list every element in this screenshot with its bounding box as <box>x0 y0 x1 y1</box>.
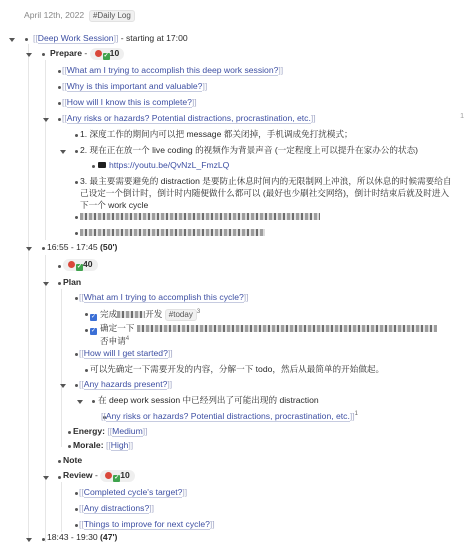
cycle-1-block[interactable] <box>47 242 117 253</box>
indent-guide <box>45 255 46 542</box>
indent-guide <box>45 60 46 240</box>
today-tag[interactable]: #today <box>165 309 197 321</box>
prepare-label: Prepare <box>50 48 83 58</box>
cycle-2-block[interactable] <box>47 532 117 543</box>
cycle-2-duration: (47') <box>100 532 118 542</box>
cycle-question-3[interactable]: [[Any hazards present?]] <box>79 379 173 389</box>
todo-item-1[interactable]: ✓ 完成 开发 #today $^3$ <box>90 308 201 320</box>
block-bullet[interactable] <box>58 460 61 463</box>
prepare-item-1[interactable]: 1. 深度工作的期间内可以把 message 都关闭掉，手机调成免打扰模式； <box>80 129 353 139</box>
plan-label[interactable]: Plan <box>63 277 82 287</box>
block-bullet[interactable] <box>75 150 78 153</box>
note-label[interactable]: Note <box>63 455 83 465</box>
block-bullet[interactable] <box>75 297 78 300</box>
block-bullet[interactable] <box>58 102 61 105</box>
block-bullet[interactable] <box>58 476 61 479</box>
block-bullet[interactable] <box>92 400 95 403</box>
redacted-text <box>137 325 437 332</box>
check-icon: ✓ <box>114 475 120 481</box>
indent-guide <box>28 44 29 542</box>
block-bullet[interactable] <box>58 265 61 268</box>
prepare-item-3-line-2[interactable]: 己设定一个倒计时，倒计时内随便做什么都可以 (最好也少刷社交网络)，倒计时结束后就及时进入 <box>80 188 450 198</box>
block-bullet[interactable] <box>58 70 61 73</box>
prepare-question-3[interactable]: [[How will I know this is complete?]] <box>62 97 197 107</box>
prepare-question-4[interactable]: [[Any risks or hazards? Potential distractions, procrastination, etc.]] <box>62 113 316 123</box>
collapse-arrow-icon[interactable] <box>43 476 49 480</box>
block-bullet[interactable] <box>75 181 78 184</box>
cycle-1-duration: (50') <box>100 242 118 252</box>
reference-count[interactable]: 3 <box>196 309 201 315</box>
pomodoro-badge[interactable]: ✓10 <box>90 48 125 60</box>
deep-work-session-ref[interactable]: Deep Work Session <box>37 33 114 43</box>
start-plan-text[interactable]: 可以先确定一下需要开发的内容，分解一下 todo，然后从最简单的开始做起。 <box>90 364 385 374</box>
morale-value[interactable]: High <box>110 440 129 450</box>
reference-count[interactable]: 1 <box>460 113 464 120</box>
energy-attribute[interactable]: Energy: [[Medium]] <box>73 426 148 436</box>
youtube-link-block[interactable] <box>98 160 229 171</box>
journal-header <box>24 10 135 22</box>
block-bullet[interactable] <box>42 53 45 56</box>
block-bullet[interactable] <box>85 313 88 316</box>
reference-count[interactable]: 1 <box>354 411 358 417</box>
block-bullet[interactable] <box>75 492 78 495</box>
review-question-1[interactable]: [[Completed cycle's target?]] <box>79 487 188 497</box>
tomato-icon <box>95 50 102 57</box>
deep-work-session-block[interactable]: [[Deep Work Session]] - starting at 17:00 <box>33 33 188 43</box>
block-bullet[interactable] <box>68 431 71 434</box>
prepare-item-2[interactable]: 2. 现在正在放一个 live coding 的视频作为背景声音 (一定程度上可以提升在家办公的状态) <box>80 145 419 155</box>
collapse-arrow-icon[interactable] <box>77 400 83 404</box>
collapse-arrow-icon[interactable] <box>43 118 49 122</box>
cycle-1-time: 16:55 - 17:45 <box>47 242 98 252</box>
collapse-arrow-icon[interactable] <box>26 247 32 251</box>
prepare-block[interactable]: Prepare - ✓10 <box>50 48 124 60</box>
redacted-text <box>80 227 265 238</box>
block-bullet[interactable] <box>75 134 78 137</box>
collapse-arrow-icon[interactable] <box>60 384 66 388</box>
hazard-embed-ref[interactable]: [[Any risks or hazards? Potential distractions, procrastination, etc.]]$^1$ <box>101 410 358 421</box>
session-start-text: - starting at 17:00 <box>120 33 188 43</box>
daily-log-tag[interactable]: #Daily Log <box>89 10 135 22</box>
review-block[interactable]: Review - ✓10 <box>63 470 135 482</box>
reference-count[interactable]: 4 <box>125 336 130 342</box>
collapse-arrow-icon[interactable] <box>60 150 66 154</box>
checkbox-checked-icon[interactable]: ✓ <box>90 328 97 334</box>
redacted-text <box>80 211 320 222</box>
collapse-arrow-icon[interactable] <box>26 53 32 57</box>
cycle-question-1[interactable]: [[What am I trying to accomplish this cycle?]] <box>79 292 249 302</box>
collapse-arrow-icon[interactable] <box>43 282 49 286</box>
block-bullet[interactable] <box>58 86 61 89</box>
prepare-item-3-line-1[interactable]: 3. 最主要需要避免的 distraction 是要防止休息时间内的无限制网上冲浪，所以休息的时候需要给自 <box>80 176 452 186</box>
cycle-2-time: 18:43 - 19:30 <box>47 532 98 542</box>
cycle-1-pomodoro[interactable] <box>63 259 98 271</box>
block-bullet[interactable] <box>75 232 78 235</box>
block-bullet[interactable] <box>58 118 61 121</box>
review-question-2[interactable]: [[Any distractions?]] <box>79 503 155 513</box>
cycle-question-2[interactable]: [[How will I get started?]] <box>79 348 173 358</box>
prepare-item-3-line-3[interactable]: 下一个 work cycle <box>80 200 149 210</box>
collapse-arrow-icon[interactable] <box>26 538 32 542</box>
block-bullet[interactable] <box>75 353 78 356</box>
prepare-question-1[interactable]: [[What am I trying to accomplish this deep work session?]] <box>62 65 284 75</box>
collapse-arrow-icon[interactable] <box>9 38 15 42</box>
redacted-text <box>117 311 145 318</box>
todo-item-2-continued[interactable]: 否申请$^4$ <box>100 335 130 346</box>
block-bullet[interactable] <box>75 524 78 527</box>
block-bullet[interactable] <box>42 247 45 250</box>
tomato-icon <box>105 472 112 479</box>
pomodoro-badge[interactable]: ✓40 <box>63 259 98 271</box>
block-bullet[interactable] <box>92 165 95 168</box>
indent-guide <box>61 289 62 447</box>
block-bullet[interactable] <box>85 329 88 332</box>
youtube-link[interactable]: https://youtu.be/QvNzL_FmzLQ <box>109 160 230 170</box>
energy-value[interactable]: Medium <box>112 426 143 436</box>
checkbox-checked-icon[interactable]: ✓ <box>90 313 97 320</box>
tomato-icon <box>68 261 75 268</box>
block-bullet[interactable] <box>75 508 78 511</box>
todo-item-2[interactable]: ✓ 确定一下 <box>90 323 437 335</box>
block-bullet[interactable] <box>25 38 28 41</box>
prepare-question-2[interactable]: [[Why is this important and valuable?]] <box>62 81 208 91</box>
check-icon: ✓ <box>76 264 83 270</box>
block-bullet[interactable] <box>85 369 88 372</box>
block-bullet[interactable] <box>58 282 61 285</box>
check-icon: ✓ <box>103 53 109 59</box>
morale-attribute[interactable]: Morale: [[High]] <box>73 440 134 450</box>
journal-date[interactable]: April 12th, 2022 <box>24 10 85 20</box>
indent-guide <box>61 482 62 532</box>
pomodoro-badge[interactable]: ✓10 <box>100 470 135 482</box>
hazard-text[interactable]: 在 deep work session 中已经列出了可能出现的 distraction <box>98 395 319 405</box>
block-bullet[interactable] <box>42 538 45 541</box>
block-bullet[interactable] <box>75 216 78 219</box>
block-bullet[interactable] <box>75 384 78 387</box>
review-question-3[interactable]: [[Things to improve for next cycle?]] <box>79 519 215 529</box>
youtube-icon <box>98 162 106 168</box>
block-bullet[interactable] <box>68 445 71 448</box>
